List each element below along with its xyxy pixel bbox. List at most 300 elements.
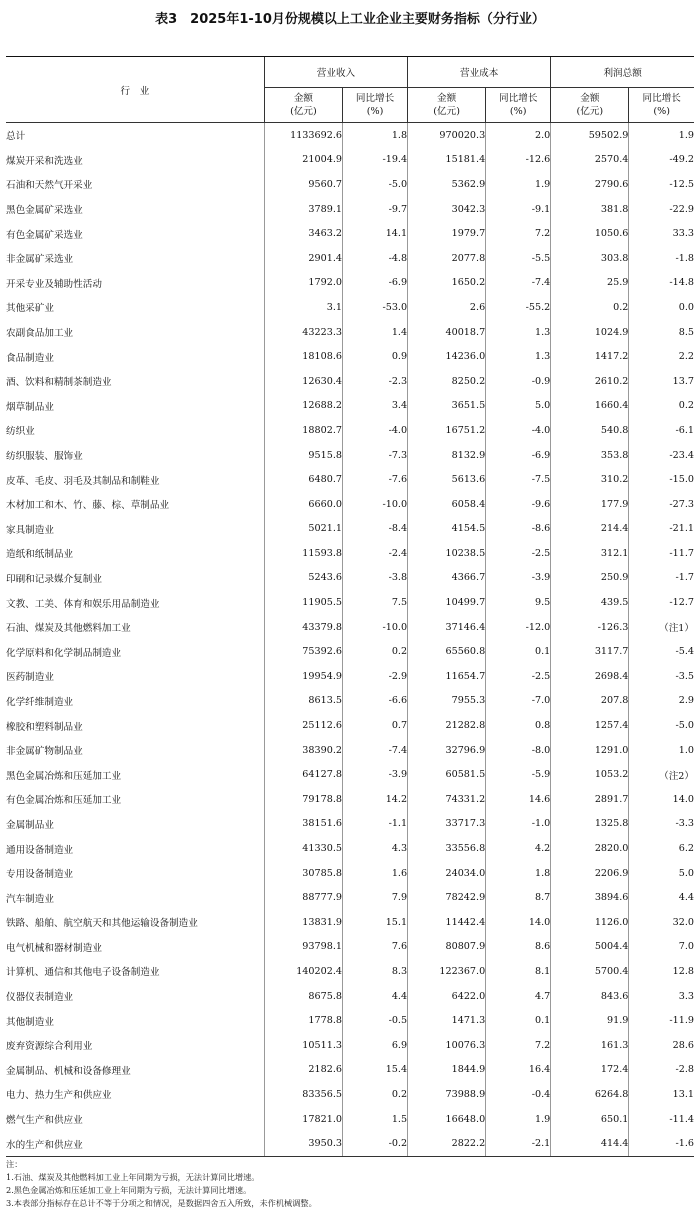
industry-name-cell: 计算机、通信和其他电子设备制造业 [6,959,264,984]
cost-amount-cell: 24034.0 [408,861,486,886]
cost-growth-cell: 8.7 [486,885,551,910]
table-row [6,221,694,246]
revenue-amount-cell: 64127.8 [264,762,342,787]
revenue-growth-cell: 0.9 [342,344,407,369]
profit-growth-cell: -5.0 [675,720,694,732]
revenue-amount-cell: 3950.3 [264,1131,342,1156]
revenue-growth-cell: 4.3 [342,836,407,861]
profit-amount-cell: 1325.8 [551,812,629,837]
table-row [6,738,694,763]
profit-amount-cell: 2610.2 [551,369,629,394]
profit-amount-cell: 414.4 [551,1131,629,1156]
table-row [6,369,694,394]
profit-growth-cell: 7.0 [678,941,694,953]
cost-amount-cell: 4154.5 [408,517,486,542]
revenue-growth-cell: 14.1 [342,221,407,246]
table-row [6,197,694,222]
profit-growth-cell: 33.3 [672,228,694,240]
revenue-growth-cell: -2.3 [342,369,407,394]
revenue-amount-cell: 93798.1 [264,935,342,960]
cost-amount-cell: 37146.4 [408,615,486,640]
industry-name-cell: 燃气生产和供应业 [6,1107,264,1132]
revenue-amount-cell: 30785.8 [264,861,342,886]
cost-amount-cell: 32796.9 [408,738,486,763]
revenue-growth-cell: -3.8 [342,566,407,591]
cost-growth-cell: -5.5 [486,246,551,271]
revenue-growth-cell: 15.1 [342,910,407,935]
profit-amount-cell: 1417.2 [551,344,629,369]
profit-amount-cell: 172.4 [551,1058,629,1083]
revenue-amount-cell: 25112.6 [264,713,342,738]
cost-amount-cell: 15181.4 [408,148,486,173]
table-row [6,172,694,197]
revenue-amount-cell: 2901.4 [264,246,342,271]
revenue-growth-cell: -10.0 [342,615,407,640]
revenue-growth-cell: 14.2 [342,787,407,812]
cost-amount-cell: 16751.2 [408,418,486,443]
revenue-growth-cell: 1.8 [342,123,407,148]
profit-amount-cell: 1257.4 [551,713,629,738]
table-row [6,812,694,837]
revenue-amount-cell: 43379.8 [264,615,342,640]
profit-growth-cell: -3.3 [675,818,694,830]
profit-growth-cell: -6.1 [675,424,694,436]
cost-growth-cell: -7.0 [486,689,551,714]
profit-amount-cell: 214.4 [551,517,629,542]
industry-name-cell: 黑色金属矿采选业 [6,197,264,222]
profit-growth-cell: -11.7 [669,547,694,559]
table-row [6,664,694,689]
cost-amount-cell: 4366.7 [408,566,486,591]
cost-header: 营业成本 [408,57,551,88]
profit-amount-cell: 353.8 [551,443,629,468]
cost-amount-cell: 21282.8 [408,713,486,738]
cost-growth-cell: 0.1 [486,639,551,664]
table-row [6,1107,694,1132]
industry-name-cell: 木材加工和木、竹、藤、棕、草制品业 [6,492,264,517]
cost-growth-cell: 16.4 [486,1058,551,1083]
revenue-growth-cell: -19.4 [342,148,407,173]
total-row [6,123,694,148]
revenue-amount-cell: 1778.8 [264,1008,342,1033]
cost-amount-cell: 6058.4 [408,492,486,517]
industry-name-cell: 电气机械和器材制造业 [6,935,264,960]
profit-amount-cell: 1126.0 [551,910,629,935]
industry-name-cell: 石油和天然气开采业 [6,172,264,197]
revenue-amount-cell: 41330.5 [264,836,342,861]
industry-name-cell: 有色金属矿采选业 [6,221,264,246]
cost-growth-cell: -2.5 [486,541,551,566]
industry-name-cell: 农副食品加工业 [6,320,264,345]
revenue-amount-cell: 38151.6 [264,812,342,837]
industry-name-cell: 酒、饮料和精制茶制造业 [6,369,264,394]
revenue-amount-header: 金额 (亿元) [264,88,342,123]
profit-amount-cell: 2891.7 [551,787,629,812]
cost-growth-cell: -0.9 [486,369,551,394]
industry-name-cell: 皮革、毛皮、羽毛及其制品和制鞋业 [6,467,264,492]
profit-amount-cell: 439.5 [551,590,629,615]
cost-growth-cell: -1.0 [486,812,551,837]
profit-header: 利润总额 [551,57,694,88]
industry-name-cell: 印刷和记录媒介复制业 [6,566,264,591]
profit-growth-cell: -3.5 [675,670,694,682]
industry-name-cell: 纺织业 [6,418,264,443]
revenue-growth-cell: 1.4 [342,320,407,345]
cost-amount-cell: 11442.4 [408,910,486,935]
profit-amount-cell: 250.9 [551,566,629,591]
cost-growth-cell: 1.3 [486,344,551,369]
cost-amount-cell: 74331.2 [408,787,486,812]
table-row [6,984,694,1009]
table-row [6,713,694,738]
cost-growth-cell: -6.9 [486,443,551,468]
cost-amount-header: 金额 (亿元) [408,88,486,123]
industry-name-cell: 黑色金属冶炼和压延加工业 [6,762,264,787]
revenue-growth-cell: -53.0 [342,295,407,320]
industry-name-cell: 食品制造业 [6,344,264,369]
cost-amount-cell: 5362.9 [408,172,486,197]
profit-growth-header: 同比增长 (%) [629,88,694,123]
cost-amount-cell: 2.6 [408,295,486,320]
industry-name-cell: 家具制造业 [6,517,264,542]
revenue-amount-cell: 8613.5 [264,689,342,714]
profit-amount-cell: 2698.4 [551,664,629,689]
table-row [6,394,694,419]
revenue-amount-cell: 43223.3 [264,320,342,345]
table-row [6,1082,694,1107]
cost-amount-cell: 73988.9 [408,1082,486,1107]
revenue-amount-cell: 1133692.6 [264,123,342,148]
cost-amount-cell: 3651.5 [408,394,486,419]
profit-amount-cell: -126.3 [551,615,629,640]
revenue-amount-cell: 8675.8 [264,984,342,1009]
cost-growth-cell: -12.6 [486,148,551,173]
industry-name-cell: 医药制造业 [6,664,264,689]
profit-growth-cell: 28.6 [672,1039,694,1051]
profit-growth-cell: 8.5 [678,326,694,338]
cost-amount-cell: 16648.0 [408,1107,486,1132]
table-row [6,1131,694,1156]
profit-amount-cell: 1660.4 [551,394,629,419]
profit-growth-cell: -49.2 [669,154,694,166]
profit-amount-cell: 3117.7 [551,639,629,664]
revenue-growth-cell: 6.9 [342,1033,407,1058]
cost-growth-cell: 4.2 [486,836,551,861]
profit-growth-cell: 4.4 [678,892,694,904]
industry-name-cell: 非金属矿物制品业 [6,738,264,763]
cost-amount-cell: 1844.9 [408,1058,486,1083]
cost-amount-cell: 80807.9 [408,935,486,960]
cost-growth-cell: 9.5 [486,590,551,615]
cost-amount-cell: 1471.3 [408,1008,486,1033]
revenue-growth-cell: 0.7 [342,713,407,738]
cost-growth-cell: -9.1 [486,197,551,222]
industry-name-cell: 造纸和纸制品业 [6,541,264,566]
profit-growth-cell: 5.0 [678,867,694,879]
cost-amount-cell: 5613.6 [408,467,486,492]
table-row [6,639,694,664]
cost-amount-cell: 33717.3 [408,812,486,837]
revenue-growth-cell: 7.5 [342,590,407,615]
profit-amount-cell: 2570.4 [551,148,629,173]
revenue-amount-cell: 3.1 [264,295,342,320]
table-row [6,910,694,935]
table-row [6,762,694,787]
revenue-growth-cell: 1.5 [342,1107,407,1132]
cost-growth-cell: -12.0 [486,615,551,640]
cost-growth-cell: 1.8 [486,861,551,886]
revenue-growth-cell: 7.9 [342,885,407,910]
profit-amount-cell: 381.8 [551,197,629,222]
table-row [6,935,694,960]
profit-amount-cell: 25.9 [551,271,629,296]
revenue-growth-cell: 15.4 [342,1058,407,1083]
cost-amount-cell: 40018.7 [408,320,486,345]
revenue-amount-cell: 9560.7 [264,172,342,197]
table-row [6,959,694,984]
cost-amount-cell: 1979.7 [408,221,486,246]
revenue-amount-cell: 11593.8 [264,541,342,566]
cost-growth-cell: -2.5 [486,664,551,689]
profit-growth-cell: 6.2 [678,843,694,855]
table-row [6,615,694,640]
industry-name-cell: 废弃资源综合利用业 [6,1033,264,1058]
profit-growth-cell: 0.2 [678,400,694,412]
profit-growth-cell: 13.1 [672,1088,694,1100]
profit-growth-cell: 14.0 [672,793,694,805]
revenue-amount-cell: 3789.1 [264,197,342,222]
cost-growth-cell: -7.4 [486,271,551,296]
revenue-amount-cell: 19954.9 [264,664,342,689]
cost-amount-cell: 10499.7 [408,590,486,615]
profit-growth-cell: -11.9 [669,1015,694,1027]
table-row [6,418,694,443]
table-row [6,246,694,271]
cost-growth-cell: 4.7 [486,984,551,1009]
profit-growth-cell: -1.6 [629,1131,694,1156]
revenue-growth-cell: 3.4 [342,394,407,419]
cost-growth-cell: -4.0 [486,418,551,443]
profit-amount-cell: 177.9 [551,492,629,517]
profit-amount-cell: 303.8 [551,246,629,271]
cost-amount-cell: 3042.3 [408,197,486,222]
industry-name-cell: 石油、煤炭及其他燃料加工业 [6,615,264,640]
revenue-header: 营业收入 [264,57,407,88]
cost-growth-header: 同比增长 (%) [486,88,551,123]
revenue-growth-cell: -5.0 [342,172,407,197]
table-body [6,123,694,1157]
cost-growth-cell: -2.1 [486,1131,551,1156]
profit-growth-cell: -21.1 [669,523,694,535]
profit-amount-cell: 5700.4 [551,959,629,984]
profit-growth-cell: -11.4 [669,1113,694,1125]
revenue-growth-cell: 0.2 [342,1082,407,1107]
cost-amount-cell: 10076.3 [408,1033,486,1058]
revenue-growth-cell: -4.8 [342,246,407,271]
revenue-amount-cell: 3463.2 [264,221,342,246]
industry-name-cell: 金属制品、机械和设备修理业 [6,1058,264,1083]
table-row [6,517,694,542]
profit-growth-cell: -2.8 [675,1064,694,1076]
profit-amount-cell: 310.2 [551,467,629,492]
table-row [6,541,694,566]
profit-growth-cell: 13.7 [672,375,694,387]
profit-growth-cell: 2.2 [678,351,694,363]
cost-amount-cell: 60581.5 [408,762,486,787]
revenue-growth-cell: -6.9 [342,271,407,296]
profit-growth-cell: -1.8 [675,252,694,264]
revenue-amount-cell: 18802.7 [264,418,342,443]
profit-growth-cell: -12.5 [669,178,694,190]
footnote-heading: 注： [6,1159,23,1169]
cost-amount-cell: 122367.0 [408,959,486,984]
profit-growth-cell: -27.3 [669,498,694,510]
table-row [6,344,694,369]
table-row [6,566,694,591]
industry-name-cell: 通用设备制造业 [6,836,264,861]
footnotes [6,1158,694,1210]
cost-amount-cell: 2822.2 [408,1131,486,1156]
revenue-amount-cell: 11905.5 [264,590,342,615]
profit-growth-cell: （注2） [659,770,694,782]
cost-growth-cell: -55.2 [486,295,551,320]
profit-growth-cell: 1.9 [678,129,694,141]
table-row [6,271,694,296]
revenue-growth-cell: -0.5 [342,1008,407,1033]
table-row [6,492,694,517]
footnote-1: 1.石油、煤炭及其他燃料加工业上年同期为亏损，无法计算同比增速。 [6,1172,260,1182]
revenue-amount-cell: 12630.4 [264,369,342,394]
industry-name-cell: 化学原料和化学制品制造业 [6,639,264,664]
cost-growth-cell: -3.9 [486,566,551,591]
cost-growth-cell: 5.0 [486,394,551,419]
profit-amount-cell: 5004.4 [551,935,629,960]
footnote-2: 2.黑色金属冶炼和压延加工业上年同期为亏损，无法计算同比增速。 [6,1185,252,1195]
revenue-amount-cell: 18108.6 [264,344,342,369]
cost-growth-cell: 0.8 [486,713,551,738]
industry-name-cell: 非金属矿采选业 [6,246,264,271]
profit-amount-cell: 1050.6 [551,221,629,246]
industry-name-cell: 煤炭开采和洗选业 [6,148,264,173]
table-row [6,1058,694,1083]
cost-growth-cell: 14.6 [486,787,551,812]
table-row [6,467,694,492]
revenue-amount-cell: 21004.9 [264,148,342,173]
revenue-growth-cell: -6.6 [342,689,407,714]
table-row [6,836,694,861]
industry-name-cell: 汽车制造业 [6,885,264,910]
table-row [6,861,694,886]
table-row [6,885,694,910]
cost-amount-cell: 8250.2 [408,369,486,394]
cost-amount-cell: 33556.8 [408,836,486,861]
table-row [6,590,694,615]
cost-growth-cell: -5.9 [486,762,551,787]
cost-amount-cell: 1650.2 [408,271,486,296]
cost-growth-cell: 14.0 [486,910,551,935]
cost-growth-cell: -9.6 [486,492,551,517]
profit-growth-cell: -23.4 [669,449,694,461]
revenue-amount-cell: 9515.8 [264,443,342,468]
profit-growth-cell: -5.4 [675,646,694,658]
cost-growth-cell: 1.9 [486,172,551,197]
profit-growth-cell: 3.3 [678,990,694,1002]
revenue-growth-cell: -1.1 [342,812,407,837]
cost-amount-cell: 11654.7 [408,664,486,689]
profit-amount-cell: 207.8 [551,689,629,714]
cost-amount-cell: 14236.0 [408,344,486,369]
revenue-amount-cell: 6480.7 [264,467,342,492]
revenue-amount-cell: 6660.0 [264,492,342,517]
revenue-amount-cell: 13831.9 [264,910,342,935]
revenue-growth-cell: 7.6 [342,935,407,960]
cost-growth-cell: 7.2 [486,1033,551,1058]
cost-growth-cell: 7.2 [486,221,551,246]
profit-growth-cell: -1.7 [675,572,694,584]
profit-growth-cell: 32.0 [672,916,694,928]
profit-amount-header: 金额 (亿元) [551,88,629,123]
financial-indicators-table [6,57,694,1157]
cost-amount-cell: 78242.9 [408,885,486,910]
profit-growth-cell: 2.9 [678,695,694,707]
profit-amount-cell: 3894.6 [551,885,629,910]
industry-name-cell: 其他制造业 [6,1008,264,1033]
industry-name-cell: 专用设备制造业 [6,861,264,886]
table-row [6,1008,694,1033]
cost-growth-cell: -8.0 [486,738,551,763]
cost-growth-cell: 0.1 [486,1008,551,1033]
revenue-amount-cell: 5243.6 [264,566,342,591]
profit-amount-cell: 1291.0 [551,738,629,763]
industry-name-cell: 橡胶和塑料制品业 [6,713,264,738]
profit-growth-cell: -15.0 [669,474,694,486]
revenue-growth-cell: -2.4 [342,541,407,566]
cost-amount-cell: 6422.0 [408,984,486,1009]
industry-name-cell: 其他采矿业 [6,295,264,320]
profit-growth-cell: 0.0 [678,301,694,313]
revenue-amount-cell: 2182.6 [264,1058,342,1083]
revenue-growth-cell: -8.4 [342,517,407,542]
cost-growth-cell: 2.0 [486,123,551,148]
profit-growth-cell: -12.7 [669,597,694,609]
revenue-growth-cell: -7.4 [342,738,407,763]
table-row [6,295,694,320]
industry-name-cell: 开采专业及辅助性活动 [6,271,264,296]
revenue-growth-cell: -7.3 [342,443,407,468]
footnote-3: 3.本表部分指标存在总计不等于分项之和情况，是数据四舍五入所致，未作机械调整。 [6,1198,317,1208]
revenue-amount-cell: 83356.5 [264,1082,342,1107]
profit-amount-cell: 2790.6 [551,172,629,197]
industry-name-cell: 水的生产和供应业 [6,1131,264,1156]
table-row [6,148,694,173]
profit-amount-cell: 0.2 [551,295,629,320]
profit-growth-cell: -14.8 [669,277,694,289]
industry-name-cell: 电力、热力生产和供应业 [6,1082,264,1107]
cost-amount-cell: 2077.8 [408,246,486,271]
profit-amount-cell: 2820.0 [551,836,629,861]
profit-growth-cell: （注1） [659,623,694,635]
table-row [6,443,694,468]
revenue-amount-cell: 17821.0 [264,1107,342,1132]
cost-growth-cell: 1.3 [486,320,551,345]
cost-amount-cell: 8132.9 [408,443,486,468]
profit-amount-cell: 91.9 [551,1008,629,1033]
industry-name-cell: 烟草制品业 [6,394,264,419]
profit-amount-cell: 6264.8 [551,1082,629,1107]
profit-amount-cell: 1053.2 [551,762,629,787]
industry-name-cell: 铁路、船舶、航空航天和其他运输设备制造业 [6,910,264,935]
revenue-amount-cell: 12688.2 [264,394,342,419]
